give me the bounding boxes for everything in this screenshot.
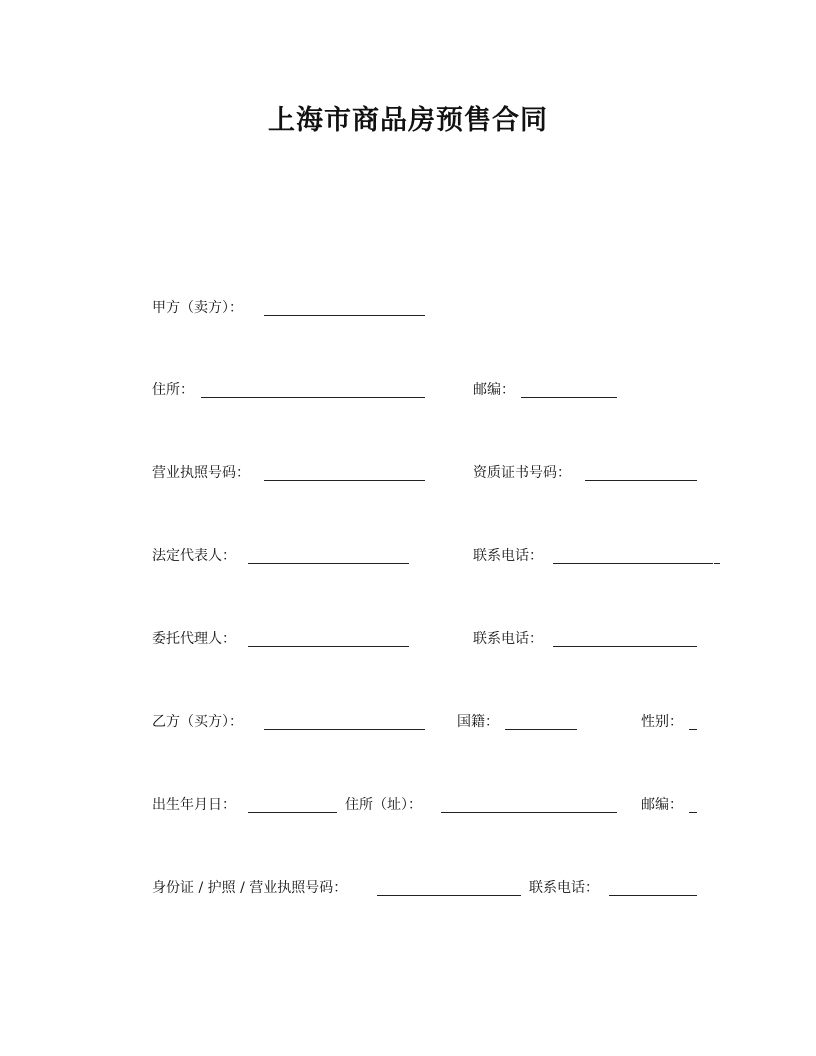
nationality-label: 国籍： bbox=[457, 714, 499, 730]
seller-party-label: 甲方（卖方）： bbox=[152, 300, 243, 316]
birthdate-label: 出生年月日： bbox=[152, 797, 236, 813]
document-title: 上海市商品房预售合同 bbox=[268, 105, 548, 136]
buyer-address-label: 住所（址）： bbox=[345, 797, 422, 813]
buyer-postcode-field[interactable] bbox=[689, 812, 697, 813]
seller-party-field[interactable] bbox=[264, 315, 425, 316]
buyer-phone-label: 联系电话： bbox=[529, 880, 599, 896]
seller-address-field[interactable] bbox=[201, 397, 425, 398]
birthdate-field[interactable] bbox=[248, 812, 337, 813]
agent-field[interactable] bbox=[248, 646, 409, 647]
buyer-party-label: 乙方（买方）： bbox=[152, 714, 243, 730]
gender-label: 性别： bbox=[641, 714, 683, 730]
legal-rep-field[interactable] bbox=[248, 563, 409, 564]
underline-stub bbox=[714, 563, 720, 564]
gender-field[interactable] bbox=[689, 729, 697, 730]
buyer-id-field[interactable] bbox=[377, 895, 521, 896]
qualification-cert-label: 资质证书号码： bbox=[473, 465, 571, 481]
buyer-id-label: 身份证 / 护照 / 营业执照号码： bbox=[152, 880, 348, 896]
buyer-postcode-label: 邮编： bbox=[641, 797, 683, 813]
legal-rep-label: 法定代表人： bbox=[152, 548, 236, 564]
legal-rep-phone-label: 联系电话： bbox=[473, 548, 543, 564]
agent-label: 委托代理人： bbox=[152, 631, 236, 647]
nationality-field[interactable] bbox=[505, 729, 577, 730]
business-license-field[interactable] bbox=[264, 480, 425, 481]
buyer-address-field[interactable] bbox=[441, 812, 617, 813]
qualification-cert-field[interactable] bbox=[585, 480, 697, 481]
legal-rep-phone-field[interactable] bbox=[553, 563, 713, 564]
agent-phone-field[interactable] bbox=[553, 646, 697, 647]
business-license-label: 营业执照号码： bbox=[152, 465, 250, 481]
buyer-phone-field[interactable] bbox=[609, 895, 697, 896]
seller-postcode-label: 邮编： bbox=[473, 382, 515, 398]
seller-address-label: 住所： bbox=[152, 382, 194, 398]
agent-phone-label: 联系电话： bbox=[473, 631, 543, 647]
seller-postcode-field[interactable] bbox=[521, 397, 617, 398]
buyer-party-field[interactable] bbox=[264, 729, 425, 730]
